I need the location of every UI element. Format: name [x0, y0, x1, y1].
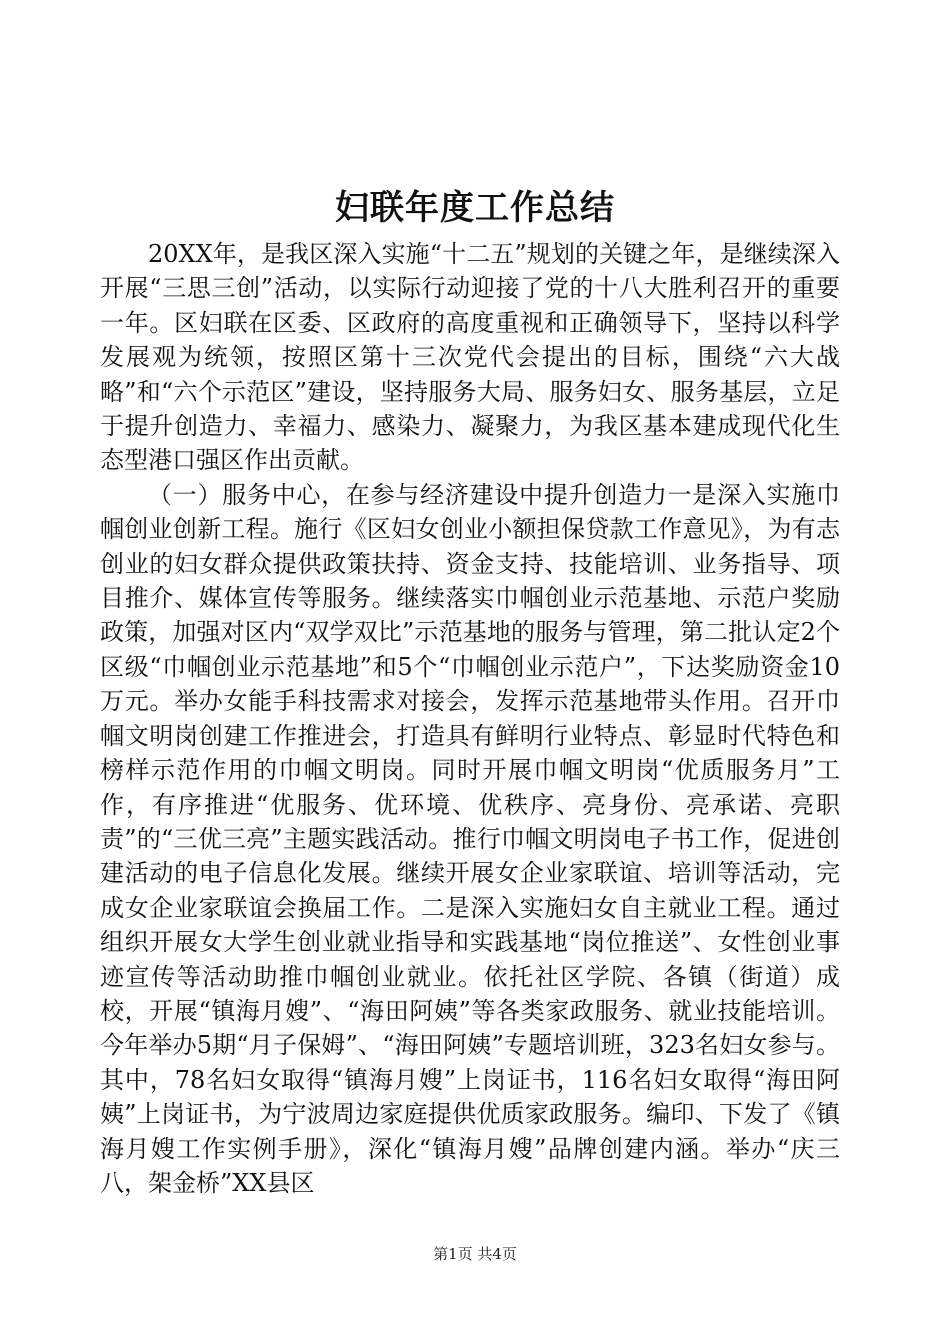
paragraph-section-1: （一）服务中心，在参与经济建设中提升创造力一是深入实施巾帼创业创新工程。施行《区妇女创业小额担保贷款工作意见》，为有志创业的妇女群众提供政策扶持、资金支持、技能培训、业务指导、项目推介、媒体宣传等服务。继续落实巾帼创业示范基地、示范户奖励政策，加强对区内“双学双比”示范基地的服务与管理，第二批认定2个区级“巾帼创业示范基地”和5个“巾帼创业示范户”，下达奖励资金10万元。举办女能手科技需求对接会，发挥示范基地带头作用。召开巾帼文明岗创建工作推进会，打造具有鲜明行业特点、彰显时代特色和榜样示范作用的巾帼文明岗。同时开展巾帼文明岗“优质服务月”工作，有序推进“优服务、优环境、优秩序、亮身份、亮承诺、亮职责”的“三优三亮”主题实践活动。推行巾帼文明岗电子书工作，促进创建活动的电子信息化发展。继续开展女企业家联谊、培训等活动，完成女企业家联谊会换届工作。二是深入实施妇女自主就业工程。通过组织开展女大学生创业就业指导和实践基地“岗位推送”、女性创业事迹宣传等活动助推巾帼创业就业。依托社区学院、各镇（街道）成校，开展“镇海月嫂”、“海田阿姨”等各类家政服务、就业技能培训。今年举办5期“月子保姆”、“海田阿姨”专题培训班，323名妇女参与。其中，78名妇女取得“镇海月嫂”上岗证书，116名妇女取得“海田阿姨”上岗证书，为宁波周边家庭提供优质家政服务。编印、下发了《镇海月嫂工作实例手册》，深化“镇海月嫂”品牌创建内涵。举办“庆三八，架金桥”XX县区 — [100, 480, 840, 1197]
document-title: 妇联年度工作总结 — [335, 188, 615, 228]
document-body — [100, 237, 840, 1200]
paragraph-intro: 20XX年，是我区深入实施“十二五”规划的关键之年，是继续深入开展“三思三创”活动，以实际行动迎接了党的十八大胜利召开的重要一年。区妇联在区委、区政府的高度重视和正确领导下，坚持以科学发展观为统领，按照区第十三次党代会提出的目标，围绕“六大战略”和“六个示范区”建设，坚持服务大局、服务妇女、服务基层，立足于提升创造力、幸福力、感染力、凝聚力，为我区基本建成现代化生态型港口强区作出贡献。 — [100, 240, 840, 475]
page-number: 第1页 共4页 — [433, 1245, 517, 1263]
